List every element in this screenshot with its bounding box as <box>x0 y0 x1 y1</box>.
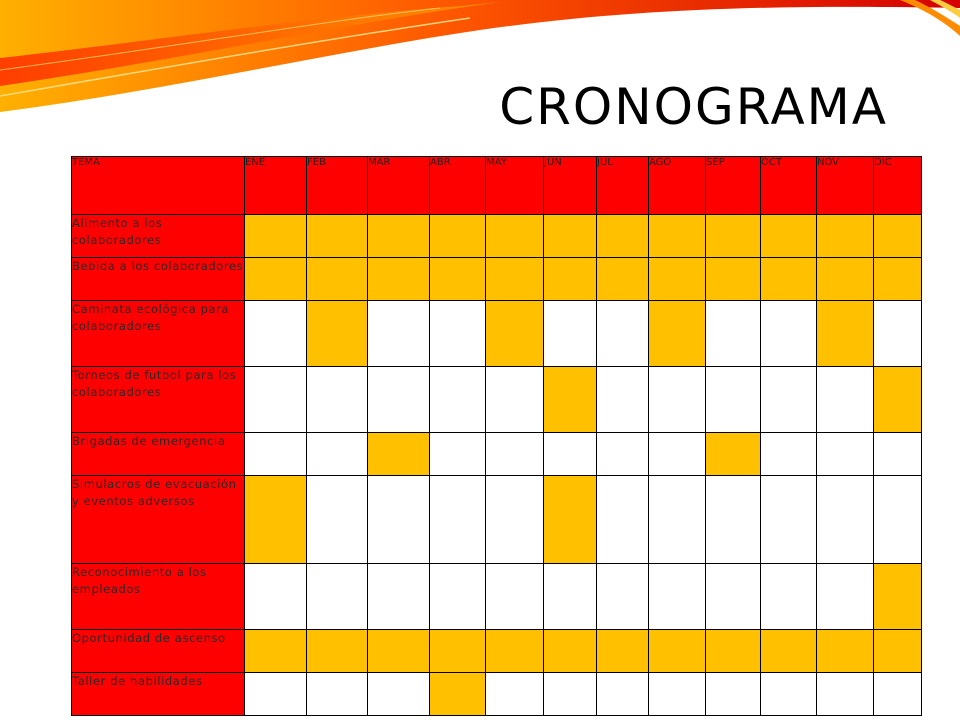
month-cell-empty <box>486 367 544 433</box>
month-cell-active <box>430 258 486 301</box>
month-cell-active <box>307 215 368 258</box>
month-cell-empty <box>307 476 368 564</box>
topic-cell: Bebida a los colaboradores <box>72 258 245 301</box>
month-cell-active <box>544 476 597 564</box>
month-cell-empty <box>761 673 817 716</box>
month-cell-empty <box>486 476 544 564</box>
month-cell-empty <box>597 564 649 630</box>
month-cell-active <box>307 258 368 301</box>
month-cell-empty <box>245 564 307 630</box>
month-cell-empty <box>817 476 874 564</box>
topic-cell: Alimento a los colaboradores <box>72 215 245 258</box>
table-row <box>72 476 922 564</box>
month-cell-empty <box>430 433 486 476</box>
month-cell-empty <box>245 367 307 433</box>
month-cell-empty <box>368 476 430 564</box>
month-cell-active <box>706 433 761 476</box>
month-cell-empty <box>597 476 649 564</box>
month-cell-active <box>307 301 368 367</box>
month-cell-empty <box>430 301 486 367</box>
month-cell-active <box>874 564 922 630</box>
month-cell-active <box>430 673 486 716</box>
month-cell-empty <box>874 476 922 564</box>
month-cell-empty <box>597 433 649 476</box>
header-month: ABR <box>430 157 486 215</box>
month-cell-empty <box>874 433 922 476</box>
month-cell-empty <box>307 433 368 476</box>
topic-cell: Brigadas de emergencia <box>72 433 245 476</box>
month-cell-active <box>544 215 597 258</box>
month-cell-active <box>817 301 874 367</box>
header-month: JUL <box>597 157 649 215</box>
topic-cell: Reconocimiento a los empleados <box>72 564 245 630</box>
month-cell-empty <box>430 367 486 433</box>
header-month: AGO <box>649 157 706 215</box>
month-cell-active <box>761 215 817 258</box>
month-cell-empty <box>817 433 874 476</box>
month-cell-empty <box>368 564 430 630</box>
table-row <box>72 367 922 433</box>
month-cell-active <box>544 367 597 433</box>
header-month: FEB <box>307 157 368 215</box>
month-cell-empty <box>597 367 649 433</box>
month-cell-empty <box>761 367 817 433</box>
table-row <box>72 433 922 476</box>
month-cell-active <box>597 630 649 673</box>
month-cell-active <box>649 258 706 301</box>
month-cell-active <box>706 215 761 258</box>
month-cell-active <box>486 630 544 673</box>
month-cell-active <box>307 630 368 673</box>
month-cell-empty <box>544 564 597 630</box>
month-cell-active <box>874 215 922 258</box>
month-cell-active <box>544 630 597 673</box>
month-cell-empty <box>368 673 430 716</box>
header-topic: TEMA <box>72 157 245 215</box>
month-cell-empty <box>649 673 706 716</box>
topic-cell: Taller de habilidades <box>72 673 245 716</box>
month-cell-active <box>597 258 649 301</box>
month-cell-empty <box>307 673 368 716</box>
header-month: NOV <box>817 157 874 215</box>
month-cell-empty <box>874 301 922 367</box>
month-cell-active <box>245 476 307 564</box>
month-cell-empty <box>486 564 544 630</box>
month-cell-active <box>817 630 874 673</box>
topic-cell: Oportunidad de ascenso <box>72 630 245 673</box>
month-cell-empty <box>486 673 544 716</box>
month-cell-empty <box>817 564 874 630</box>
month-cell-empty <box>597 673 649 716</box>
month-cell-empty <box>307 564 368 630</box>
month-cell-empty <box>706 673 761 716</box>
schedule-table <box>71 156 922 716</box>
table-row <box>72 215 922 258</box>
month-cell-empty <box>649 367 706 433</box>
month-cell-active <box>368 630 430 673</box>
header-month: OCT <box>761 157 817 215</box>
month-cell-active <box>430 630 486 673</box>
header-month: MAY <box>486 157 544 215</box>
month-cell-active <box>649 301 706 367</box>
month-cell-active <box>368 258 430 301</box>
month-cell-empty <box>430 564 486 630</box>
month-cell-active <box>761 258 817 301</box>
table-row <box>72 301 922 367</box>
month-cell-active <box>817 258 874 301</box>
month-cell-empty <box>368 367 430 433</box>
month-cell-empty <box>245 673 307 716</box>
month-cell-active <box>245 215 307 258</box>
month-cell-empty <box>597 301 649 367</box>
month-cell-empty <box>874 673 922 716</box>
month-cell-empty <box>817 673 874 716</box>
header-row <box>72 157 922 215</box>
month-cell-empty <box>706 476 761 564</box>
table-row <box>72 673 922 716</box>
month-cell-empty <box>368 301 430 367</box>
month-cell-empty <box>245 433 307 476</box>
month-cell-empty <box>761 476 817 564</box>
month-cell-active <box>874 367 922 433</box>
month-cell-empty <box>761 301 817 367</box>
month-cell-empty <box>706 564 761 630</box>
month-cell-active <box>486 215 544 258</box>
month-cell-active <box>597 215 649 258</box>
month-cell-active <box>874 258 922 301</box>
month-cell-empty <box>761 433 817 476</box>
header-month: MAR <box>368 157 430 215</box>
month-cell-active <box>761 630 817 673</box>
month-cell-active <box>430 215 486 258</box>
page-title: CRONOGRAMA <box>499 78 888 136</box>
month-cell-active <box>817 215 874 258</box>
month-cell-active <box>368 215 430 258</box>
month-cell-empty <box>245 301 307 367</box>
month-cell-active <box>486 258 544 301</box>
month-cell-active <box>706 258 761 301</box>
month-cell-active <box>706 630 761 673</box>
month-cell-empty <box>706 367 761 433</box>
header-month: JUN <box>544 157 597 215</box>
month-cell-empty <box>544 673 597 716</box>
month-cell-empty <box>649 433 706 476</box>
header-month: SEP <box>706 157 761 215</box>
month-cell-active <box>649 215 706 258</box>
topic-cell: Torneos de futbol para los colaboradores <box>72 367 245 433</box>
month-cell-active <box>368 433 430 476</box>
month-cell-empty <box>430 476 486 564</box>
month-cell-active <box>245 630 307 673</box>
topic-cell: Simulacros de evacuación y eventos adversos <box>72 476 245 564</box>
month-cell-empty <box>817 367 874 433</box>
month-cell-empty <box>486 433 544 476</box>
month-cell-empty <box>307 367 368 433</box>
month-cell-active <box>544 258 597 301</box>
month-cell-empty <box>544 301 597 367</box>
table-row <box>72 258 922 301</box>
month-cell-active <box>486 301 544 367</box>
table-row <box>72 630 922 673</box>
header-month: DIC <box>874 157 922 215</box>
month-cell-active <box>245 258 307 301</box>
month-cell-empty <box>649 476 706 564</box>
month-cell-empty <box>544 433 597 476</box>
header-month: ENE <box>245 157 307 215</box>
month-cell-empty <box>649 564 706 630</box>
month-cell-active <box>649 630 706 673</box>
topic-cell: Caminata ecológica para colaboradores <box>72 301 245 367</box>
month-cell-empty <box>761 564 817 630</box>
table-row <box>72 564 922 630</box>
month-cell-empty <box>706 301 761 367</box>
month-cell-active <box>874 630 922 673</box>
